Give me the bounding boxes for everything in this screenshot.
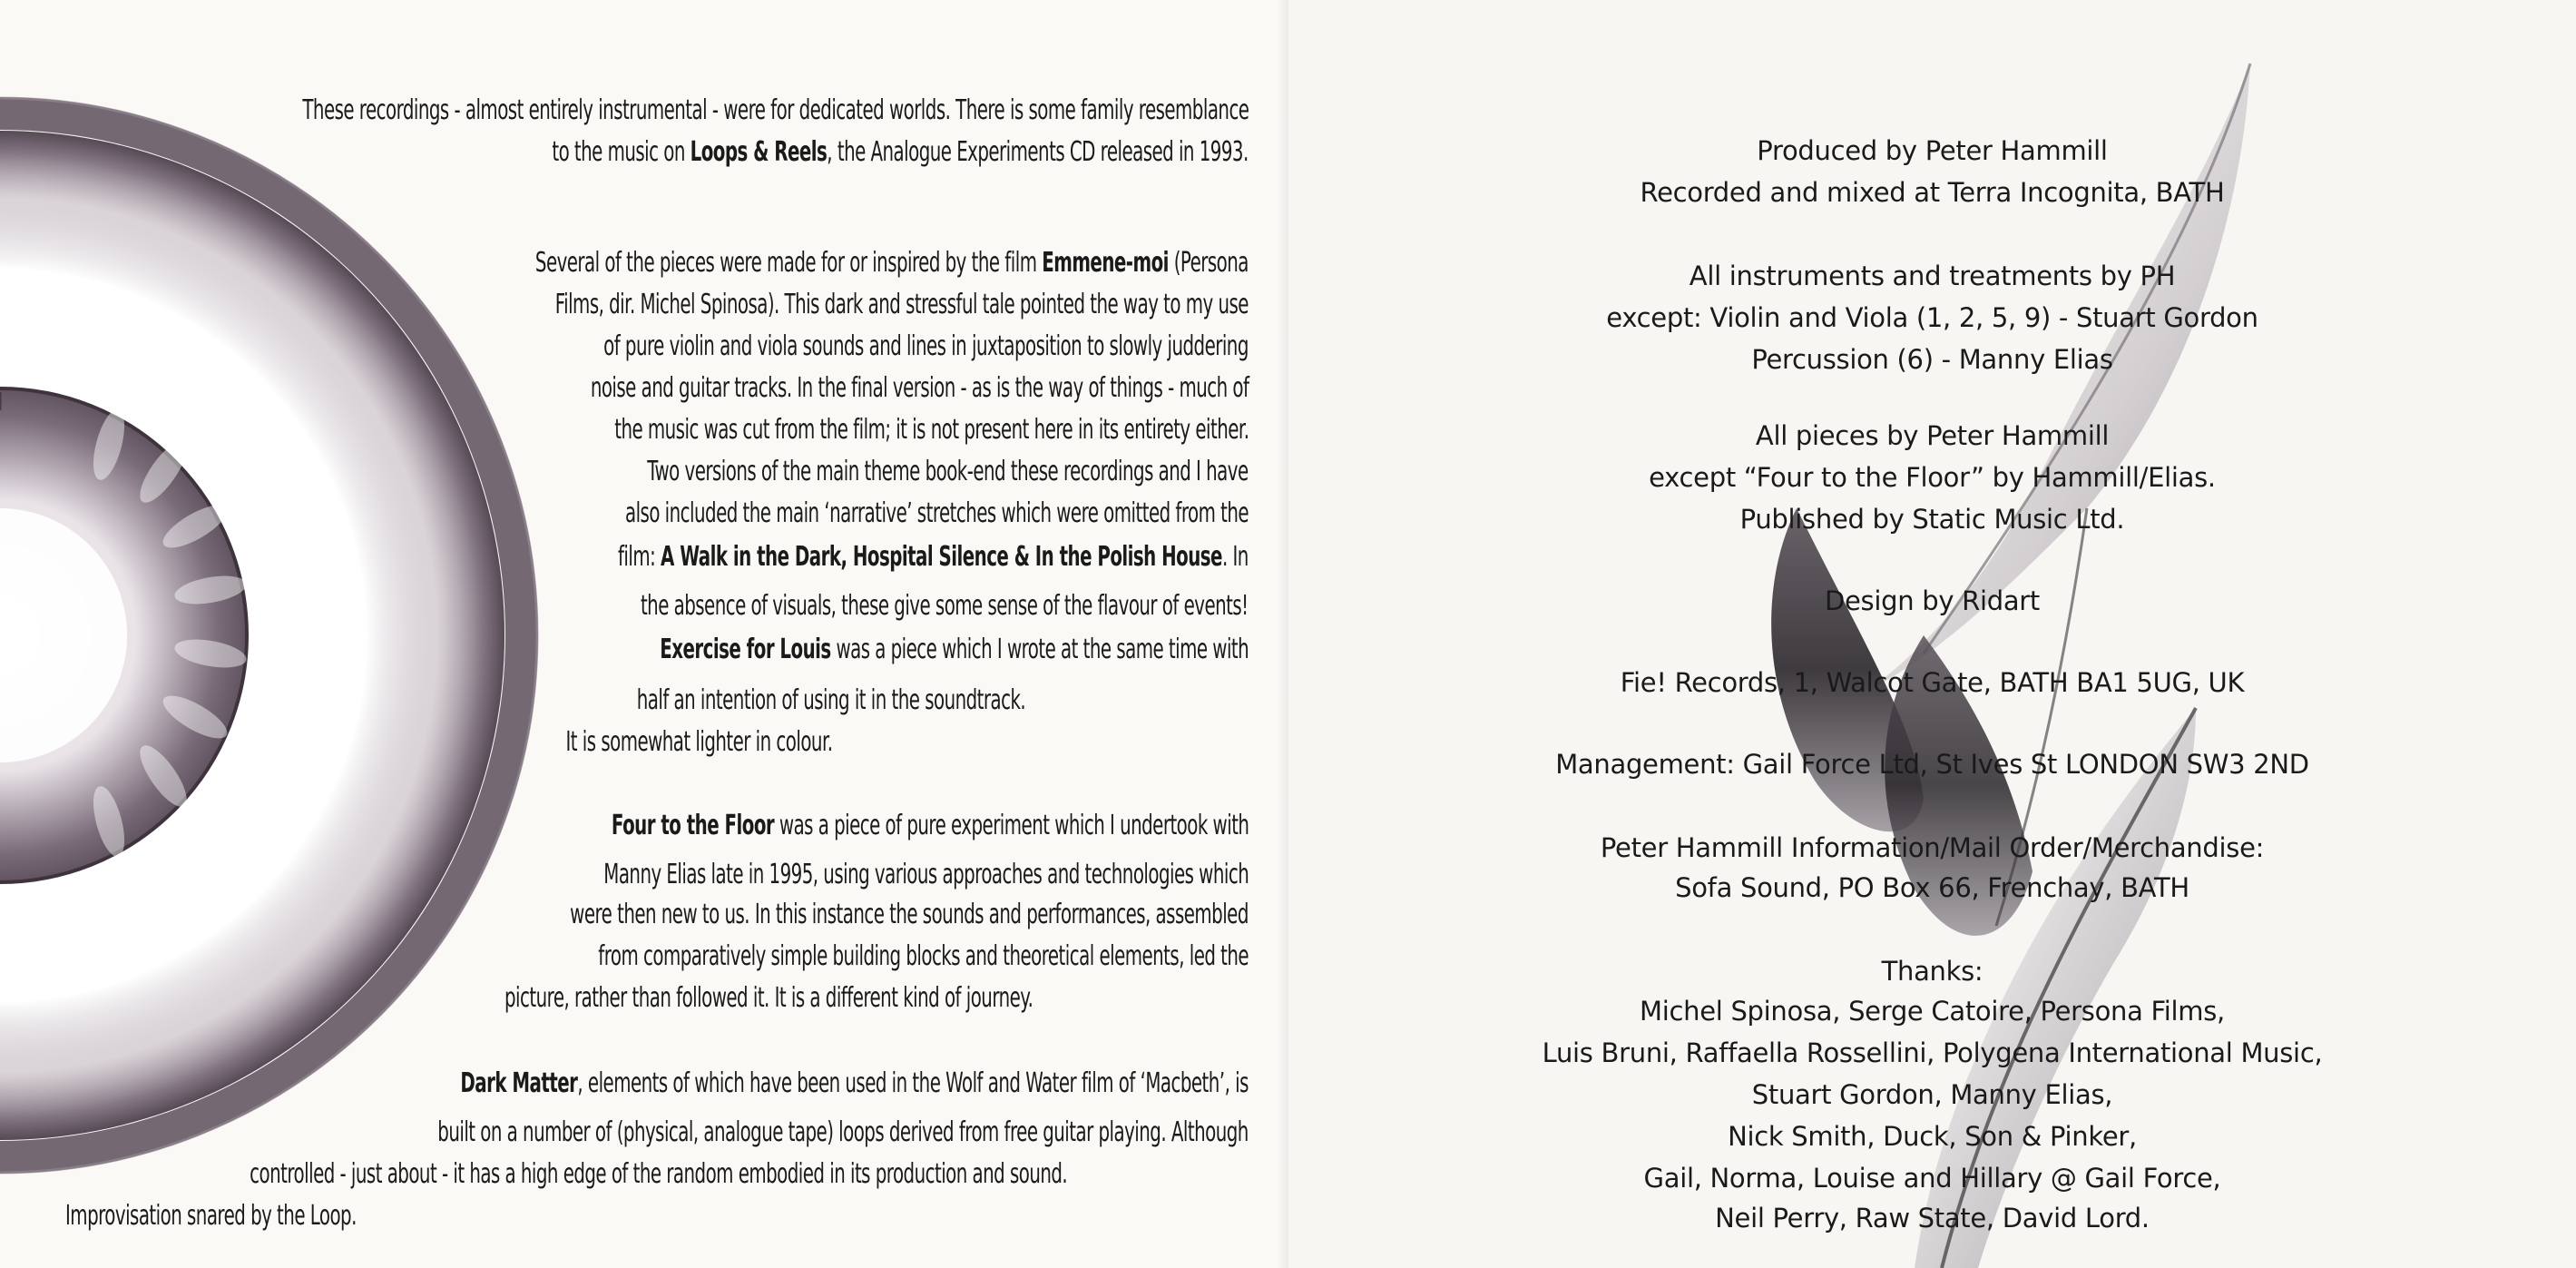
p1-line-2: to the music on Loops & Reels, the Analogue Experiments CD released in 1993. bbox=[552, 136, 1249, 168]
credit-composer: All pieces by Peter Hammill bbox=[1755, 420, 2110, 451]
credit-info-heading: Peter Hammill Information/Mail Order/Merchandise: bbox=[1600, 832, 2265, 863]
thanks-heading: Thanks: bbox=[1881, 956, 1983, 987]
p4-line-4: Improvisation snared by the Loop. bbox=[65, 1200, 357, 1232]
p2-line-7: also included the main ‘narrative’ stretches which were omitted from the bbox=[624, 497, 1249, 529]
credit-recorded: Recorded and mixed at Terra Incognita, BATH bbox=[1640, 177, 2225, 208]
credit-producer: Produced by Peter Hammill bbox=[1757, 135, 2108, 166]
title-exercise-for-louis: Exercise for Louis bbox=[660, 634, 831, 665]
p2-line-4: noise and guitar tracks. In the final version - as is the way of things - much of bbox=[590, 372, 1249, 404]
thanks-line-1: Michel Spinosa, Serge Catoire, Persona Films, bbox=[1640, 996, 2225, 1027]
thanks-line-3: Stuart Gordon, Manny Elias, bbox=[1751, 1079, 2113, 1110]
title-four-to-the-floor: Four to the Floor bbox=[611, 810, 774, 841]
p2-line-9: the absence of visuals, these give some sense of the flavour of events! bbox=[641, 590, 1249, 622]
p2-line-2: Films, dir. Michel Spinosa). This dark and stressful tale pointed the way to my use bbox=[554, 289, 1249, 320]
p2-line-11: half an intention of using it in the soundtrack. bbox=[636, 684, 1025, 716]
p3-line-2: Manny Elias late in 1995, using various approaches and technologies which bbox=[603, 859, 1249, 890]
p2-line-3: of pure violin and viola sounds and lines in juxtaposition to slowly juddering bbox=[603, 330, 1249, 362]
credit-violin: except: Violin and Viola (1, 2, 5, 9) - Stuart Gordon bbox=[1606, 302, 2258, 333]
p4-line-3: controlled - just about - it has a high edge of the random embodied in its production and sound. bbox=[249, 1158, 1067, 1190]
credit-except: except “Four to the Floor” by Hammill/Elias. bbox=[1649, 462, 2216, 493]
p2-line-12: It is somewhat lighter in colour. bbox=[565, 726, 833, 758]
credit-publisher: Published by Static Music Ltd. bbox=[1739, 504, 2125, 535]
credit-instruments: All instruments and treatments by PH bbox=[1689, 260, 2176, 291]
p3-line-3: were then new to us. In this instance the sounds and performances, assembled bbox=[570, 899, 1249, 930]
p2-line-5: the music was cut from the film; it is not present here in its entirety either. bbox=[613, 414, 1249, 446]
title-dark-matter: Dark Matter bbox=[460, 1067, 578, 1099]
p3-line-4: from comparatively simple building blocks and theoretical elements, led the bbox=[598, 940, 1249, 972]
p2-line-10: Exercise for Louis was a piece which I wrote at the same time with bbox=[660, 634, 1249, 665]
p3-line-5: picture, rather than followed it. It is a different kind of journey. bbox=[504, 982, 1033, 1014]
p3-line-1: Four to the Floor was a piece of pure experiment which I undertook with bbox=[611, 810, 1249, 841]
credit-management: Management: Gail Force Ltd, St Ives St LONDON SW3 2ND bbox=[1555, 749, 2309, 780]
credit-sofa-sound: Sofa Sound, PO Box 66, Frenchay, BATH bbox=[1675, 872, 2189, 903]
p4-line-2: built on a number of (physical, analogue tape) loops derived from free guitar playing. Although bbox=[437, 1116, 1249, 1148]
credit-design: Design by Ridart bbox=[1824, 585, 2040, 616]
title-walk-in-dark: A Walk in the Dark, Hospital Silence & In the Polish House bbox=[661, 541, 1223, 573]
title-loops-reels: Loops & Reels bbox=[690, 136, 828, 168]
credit-label-address: Fie! Records, 1, Walcot Gate, BATH BA1 5UG, UK bbox=[1620, 667, 2245, 698]
credit-percussion: Percussion (6) - Manny Elias bbox=[1751, 344, 2113, 375]
p2-line-8: film: A Walk in the Dark, Hospital Silence & In the Polish House. In bbox=[618, 541, 1249, 573]
right-page bbox=[1288, 0, 2576, 1268]
credits bbox=[1288, 0, 2576, 1268]
title-emmene-moi: Emmene-moi bbox=[1042, 247, 1170, 279]
thanks-line-6: Neil Perry, Raw State, David Lord. bbox=[1715, 1203, 2150, 1234]
thanks-line-2: Luis Bruni, Raffaella Rossellini, Polygena International Music, bbox=[1542, 1037, 2323, 1068]
p2-line-6: Two versions of the main theme book-end these recordings and I have bbox=[647, 456, 1249, 487]
p2-line-1: Several of the pieces were made for or inspired by the film Emmene-moi (Persona bbox=[535, 247, 1249, 279]
p4-line-1: Dark Matter, elements of which have been used in the Wolf and Water film of ‘Macbeth’, is bbox=[460, 1067, 1249, 1099]
thanks-line-5: Gail, Norma, Louise and Hillary @ Gail Force, bbox=[1643, 1163, 2221, 1194]
thanks-line-4: Nick Smith, Duck, Son & Pinker, bbox=[1728, 1121, 2137, 1152]
p1-line-1: These recordings - almost entirely instrumental - were for dedicated worlds. There is some family resemblance bbox=[301, 94, 1249, 126]
